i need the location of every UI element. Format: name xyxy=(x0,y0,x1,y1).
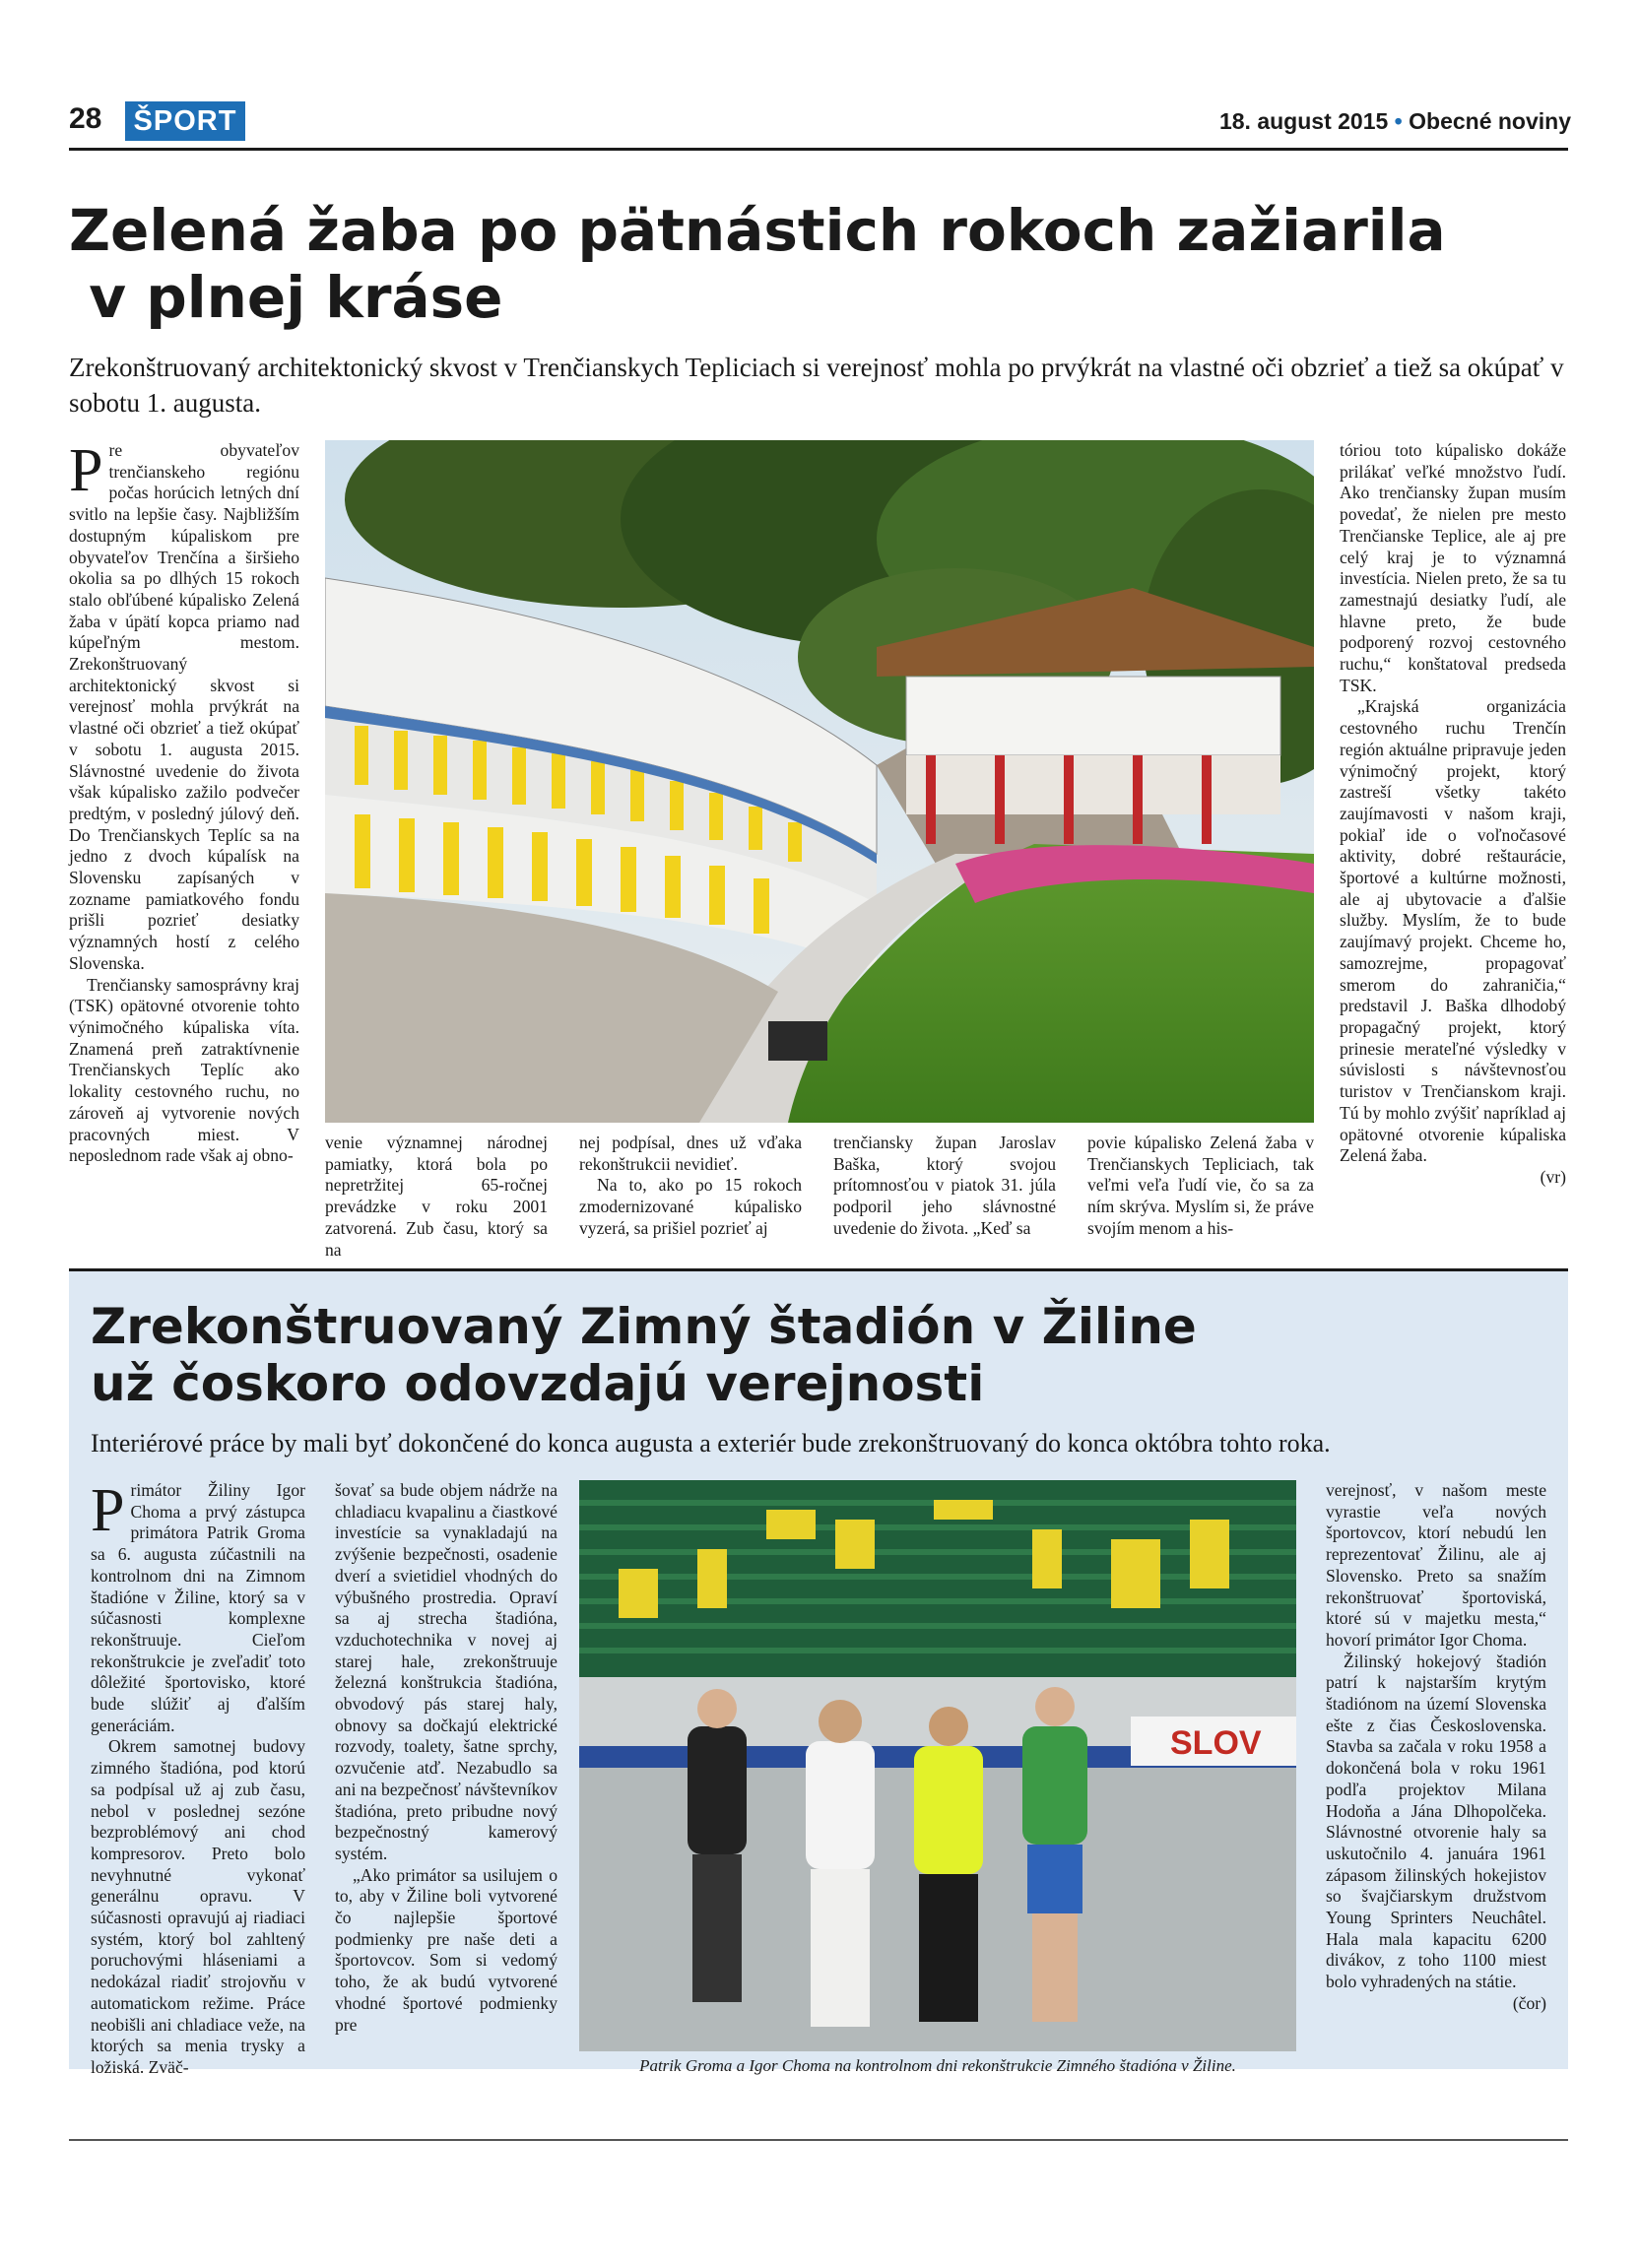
article2-photo xyxy=(579,1480,1296,2051)
article1-col1-p2: Trenčiansky samosprávny kraj (TSK) opätovné otvorenie tohto výnimočného kúpaliska víta. Znamená preň zatraktívnenie Trenčianskych Teplíc ako lokality cestovného ruchu, no zároveň aj vytvorenie nových pracovných miest. V neposlednom rade však aj obno- xyxy=(69,974,299,1166)
article1-col3-p1: nej podpísal, dnes už vďaka rekonštrukcii nevidieť. xyxy=(579,1133,802,1174)
banner-text: SLOV xyxy=(1170,1724,1262,1762)
article2-headline-line2: už čoskoro odovzdajú verejnosti xyxy=(91,1355,985,1412)
article1-column-4 xyxy=(833,1133,1056,1240)
article1-column-5 xyxy=(1087,1133,1314,1240)
article1-photo xyxy=(325,440,1314,1123)
article2-col3-p2: Žilinský hokejový štadión patrí k najstarším krytým štadiónom na území Slovenska ešte z čias Československa. Stavba sa začala v roku 1958 a dokončená bola v roku 1961 podľa projektov Milana Hodoňa a Jána Dlhopolčeka. Slávnostné otvorenie haly sa uskutočnilo 4. januára 1961 zápasom žilinských hokejistov so švajčiarskym družstvom Young Sprinters Neuchâtel. Hala mala kapacitu 6200 divákov, z toho 1100 miest bolo vyhradených na státie. xyxy=(1326,1651,1546,1992)
article1-col4-p1: trenčiansky župan Jaroslav Baška, ktorý svojou prítomnosťou v piatok 31. júla podporil jeho slávnostné uvedenie do života. „Keď sa xyxy=(833,1133,1056,1238)
article2-column-2 xyxy=(335,1480,558,2036)
article1-column-2 xyxy=(325,1133,548,1261)
article1-headline-line1: Zelená žaba po pätnástich rokoch zažiarila xyxy=(69,197,1446,264)
article2-column-1 xyxy=(91,1477,305,2079)
article1-column-6 xyxy=(1340,440,1566,1189)
article1-col6-p2: „Krajská organizácia cestovného ruchu Trenčín región aktuálne pripravuje jeden výnimočný projekt, ktorý zastreší všetky takéto zaujímavosti v našom kraji, pokiaľ ide o voľnočasové aktivity, dobré reštaurácie, športové a kultúrne možnosti, ale aj ubytovacie a ďalšie služby. Myslím, že to bude zaujímavý projekt. Chceme ho, samozrejme, propagovať smerom do zahraničia,“ predstavil J. Baška dlhodobý propagačný projekt, ktorý prinesie merateľné výsledky v súvislosti s návštevnosťou turistov v Trenčianskom kraji. Tú by mohlo zvýšiť napríklad aj opätovné otvorenie kúpaliska Zelená žaba. xyxy=(1340,696,1566,1166)
article2-col3-p1: verejnosť, v našom meste vyrastie veľa nových športovcov, ktorí nebudú len reprezentovať Žilinu, ale aj Slovensko. Preto sa snažím rekonštruovať športoviská, ktoré sú v majetku mesta,“ hovorí primátor Igor Choma. xyxy=(1326,1480,1546,1650)
footer-rule xyxy=(69,2139,1568,2141)
article1-headline-line2: v plnej kráse xyxy=(69,264,503,331)
article1-col2-p1: venie významnej národnej pamiatky, ktorá bola po nepretržitej 65-ročnej prevádzke v roku 2001 zatvorená. Zub času, ktorý sa na xyxy=(325,1133,548,1260)
article2-lead: Interiérové práce by mali byť dokončené do konca augusta a exteriér bude zrekonštruovaný do konca októbra tohto roka. xyxy=(91,1429,1331,1458)
page-number: 28 xyxy=(69,102,102,135)
pool-building-photo xyxy=(325,440,1314,1123)
header-rule xyxy=(69,148,1568,151)
separator-dot: • xyxy=(1394,108,1403,134)
article1-signature: (vr) xyxy=(1540,1166,1566,1187)
publication-name: Obecné noviny xyxy=(1409,108,1571,134)
article1-col6-p1: tóriou toto kúpalisko dokáže prilákať veľké množstvo ľudí. Ako trenčiansky župan musím povedať, že nielen pre mesto Trenčianske Teplice, ale aj pre celý kraj je to významná investícia. Nielen preto, že sa tu zamestnajú desiatky ľudí, ale hlavne preto, že bude podporený rozvoj cestovného ruchu,“ konštatoval predseda TSK. xyxy=(1340,440,1566,695)
section-label: ŠPORT xyxy=(125,101,245,141)
article1-column-3 xyxy=(579,1133,802,1240)
article2-signature: (čor) xyxy=(1512,1992,1546,2013)
article2-column-3 xyxy=(1326,1480,1546,2015)
article1-col5-p1: povie kúpalisko Zelená žaba v Trenčianskych Tepliciach, tak veľmi veľa ľudí vie, čo sa za ním skrýva. Myslím si, že práve svojím menom a his- xyxy=(1087,1133,1314,1238)
article2-photo-caption: Patrik Groma a Igor Choma na kontrolnom dni rekonštrukcie Zimného štadióna v Žiline. xyxy=(639,2056,1236,2075)
article2-col1-p2: Okrem samotnej budovy zimného štadióna, pod ktorú sa podpísal už aj zub času, nebol v poslednej sezóne bezproblémový ani chod kompresorov. Preto bolo nevyhnutné vykonať generálnu opravu. V súčasnosti opravujú aj riadiaci systém, ktorý bol zahltený poruchovými hláseniami a nedokázal riadiť strojovňu v automatickom režime. Práce neobišli ani chladiace veže, na ktorých sa menia trysky a ložiská. Zväč- xyxy=(91,1736,305,2077)
article1-col3-p2: Na to, ako po 15 rokoch zmodernizované kúpalisko vyzerá, sa prišiel pozrieť aj xyxy=(579,1175,802,1238)
article2-headline xyxy=(91,1298,1548,1412)
article1-col1-p1: re obyvateľov trenčianskeho regiónu počas horúcich letných dní svitlo na lepšie časy. Najbližším dostupným kúpaliskom pre obyvateľov Trenčína a širšieho okolia sa po dlhých 15 rokoch stalo obľúbené kúpalisko Zelená žaba v úpätí kopca priamo nad kúpeľným mestom. Zrekonštruovaný architektonický skvost si verejnosť mohla prvýkrát na vlastné oči obzrieť a tiež okúpať v sobotu 1. augusta 2015. Slávnostné uvedenie do života však kúpalisko zažilo podvečer predtým, v posledný júlový deň. Do Trenčianskych Teplíc sa na jedno z dvoch kúpalísk na Slovensku zapísaných v zozname pamiatkového fondu prišli pozrieť desiatky významných hostí z celého Slovenska. xyxy=(69,440,299,973)
article1-column-1 xyxy=(69,437,299,1167)
article2-dropcap: P xyxy=(91,1477,125,1544)
article1-headline xyxy=(69,197,1527,331)
stadium-photo xyxy=(579,1480,1296,2051)
article2-col1-p1: rimátor Žiliny Igor Choma a prvý zástupca primátora Patrik Groma sa 6. augusta zúčastnili na kontrolnom dni na Zimnom štadióne v Žiline, ktorý sa v súčasnosti komplexne rekonštruuje. Cieľom rekonštrukcie je zveľadiť toto dôležité športovisko, ktoré bude slúžiť aj ďalším generáciám. xyxy=(91,1480,305,1735)
article2-col2-p2: „Ako primátor sa usilujem o to, aby v Žiline boli vytvorené čo najlepšie športové podmienky pre naše deti a športovcov. Som si vedomý toho, že ak budú vytvorené vhodné športové podmienky pre xyxy=(335,1864,558,2035)
article2-headline-line1: Zrekonštruovaný Zimný štadión v Žiline xyxy=(91,1298,1197,1355)
article1-dropcap: P xyxy=(69,437,103,504)
article1-lead: Zrekonštruovaný architektonický skvost v Trenčianskych Tepliciach si verejnosť mohla po prvýkrát na vlastné oči obzrieť a tiež sa okúpať v sobotu 1. augusta. xyxy=(69,353,1564,418)
article2-col2-p1: šovať sa bude objem nádrže na chladiacu kvapalinu a čiastkové investície sa vynakladajú na zvýšenie bezpečnosti, osadenie dverí a svietidiel vhodných do výbušného prostredia. Opraví sa aj strecha štadióna, vzduchotechnika v novej aj starej hale, zrekonštruuje železná konštrukcia štadióna, obvodový pás starej haly, obnovy sa dočkajú elektrické rozvody, toalety, šatne sprchy, ozvučenie atď. Nezabudlo sa ani na bezpečnosť návštevníkov štadióna, preto pribudne nový bezpečnostný kamerový systém. xyxy=(335,1480,558,1863)
masthead-info xyxy=(1219,108,1571,135)
issue-date: 18. august 2015 xyxy=(1218,108,1389,134)
